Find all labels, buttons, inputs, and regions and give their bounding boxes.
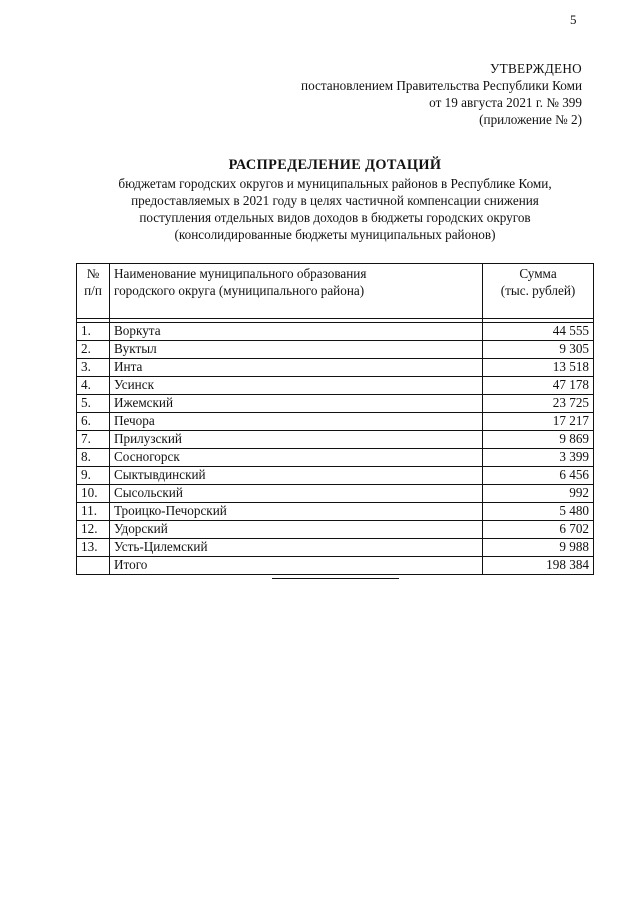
- document-subtitle-line-3: поступления отдельных видов доходов в бюджеты городских округов: [139, 210, 531, 225]
- header-sum-line-1: Сумма: [519, 266, 557, 281]
- row-name: Удорский: [110, 521, 483, 539]
- table-total-row: [77, 557, 594, 575]
- row-sum: 6 702: [483, 521, 594, 539]
- distribution-table: [76, 263, 594, 575]
- table-row: [77, 341, 594, 359]
- table-row: [77, 521, 594, 539]
- row-name: Воркута: [110, 323, 483, 341]
- row-number: 11.: [77, 503, 110, 521]
- table-row: [77, 431, 594, 449]
- table-body: [77, 319, 594, 575]
- document-title: РАСПРЕДЕЛЕНИЕ ДОТАЦИЙ: [228, 157, 442, 173]
- row-number: 9.: [77, 467, 110, 485]
- table-row: [77, 539, 594, 557]
- row-sum: 47 178: [483, 377, 594, 395]
- row-sum: 5 480: [483, 503, 594, 521]
- row-sum: 13 518: [483, 359, 594, 377]
- row-name: Ижемский: [110, 395, 483, 413]
- header-number-line-2: п/п: [84, 282, 102, 298]
- row-name: Сысольский: [110, 485, 483, 503]
- row-number: 4.: [77, 377, 110, 395]
- row-sum: 9 869: [483, 431, 594, 449]
- row-number: 8.: [77, 449, 110, 467]
- approval-stamp: [301, 60, 582, 128]
- table-row: [77, 413, 594, 431]
- row-number: 3.: [77, 359, 110, 377]
- row-sum: 44 555: [483, 323, 594, 341]
- row-name: Усинск: [110, 377, 483, 395]
- row-number: 7.: [77, 431, 110, 449]
- row-number: 12.: [77, 521, 110, 539]
- document-subtitle-line-4: (консолидированные бюджеты муниципальных районов): [174, 227, 496, 242]
- table-row: [77, 395, 594, 413]
- row-name: Сосногорск: [110, 449, 483, 467]
- row-name: Печора: [110, 413, 483, 431]
- row-sum: 9 988: [483, 539, 594, 557]
- header-sum: [483, 264, 594, 319]
- row-number: 2.: [77, 341, 110, 359]
- table-row: [77, 323, 594, 341]
- row-number: 6.: [77, 413, 110, 431]
- row-number: 1.: [77, 323, 110, 341]
- row-name: Прилузский: [110, 431, 483, 449]
- table-header-row: [77, 264, 594, 319]
- row-name: Троицко-Печорский: [110, 503, 483, 521]
- row-sum: 6 456: [483, 467, 594, 485]
- header-name-line-2: городского округа (муниципального района): [114, 282, 365, 298]
- approval-heading: УТВЕРЖДЕНО: [489, 61, 582, 76]
- document-title-block: [70, 157, 600, 243]
- header-number: [77, 264, 110, 319]
- table-row: [77, 467, 594, 485]
- total-label: Итого: [110, 557, 483, 575]
- approval-date: от 19 августа 2021 г. № 399: [429, 95, 582, 110]
- table-row: [77, 485, 594, 503]
- table-row: [77, 359, 594, 377]
- row-sum: 9 305: [483, 341, 594, 359]
- row-name: Сыктывдинский: [110, 467, 483, 485]
- row-sum: 992: [483, 485, 594, 503]
- row-name: Инта: [110, 359, 483, 377]
- document-subtitle-line-2: предоставляемых в 2021 году в целях частичной компенсации снижения: [131, 193, 539, 208]
- row-sum: 23 725: [483, 395, 594, 413]
- row-number: 10.: [77, 485, 110, 503]
- row-number: 13.: [77, 539, 110, 557]
- total-number: [77, 557, 110, 575]
- header-name-line-1: Наименование муниципального образования: [114, 266, 367, 281]
- table-row: [77, 377, 594, 395]
- document-subtitle-line-1: бюджетам городских округов и муниципальных районов в Республике Коми,: [118, 176, 552, 191]
- row-sum: 17 217: [483, 413, 594, 431]
- page-number: 5: [570, 12, 577, 27]
- row-sum: 3 399: [483, 449, 594, 467]
- row-number: 5.: [77, 395, 110, 413]
- row-name: Вуктыл: [110, 341, 483, 359]
- header-name: [110, 264, 483, 319]
- end-divider: [272, 578, 399, 579]
- table-row: [77, 449, 594, 467]
- header-number-line-1: №: [86, 266, 100, 281]
- approval-appendix: (приложение № 2): [479, 112, 582, 127]
- total-sum: 198 384: [483, 557, 594, 575]
- approval-decree: постановлением Правительства Республики Коми: [301, 78, 582, 93]
- row-name: Усть-Цилемский: [110, 539, 483, 557]
- table-row: [77, 503, 594, 521]
- header-sum-line-2: (тыс. рублей): [500, 282, 576, 298]
